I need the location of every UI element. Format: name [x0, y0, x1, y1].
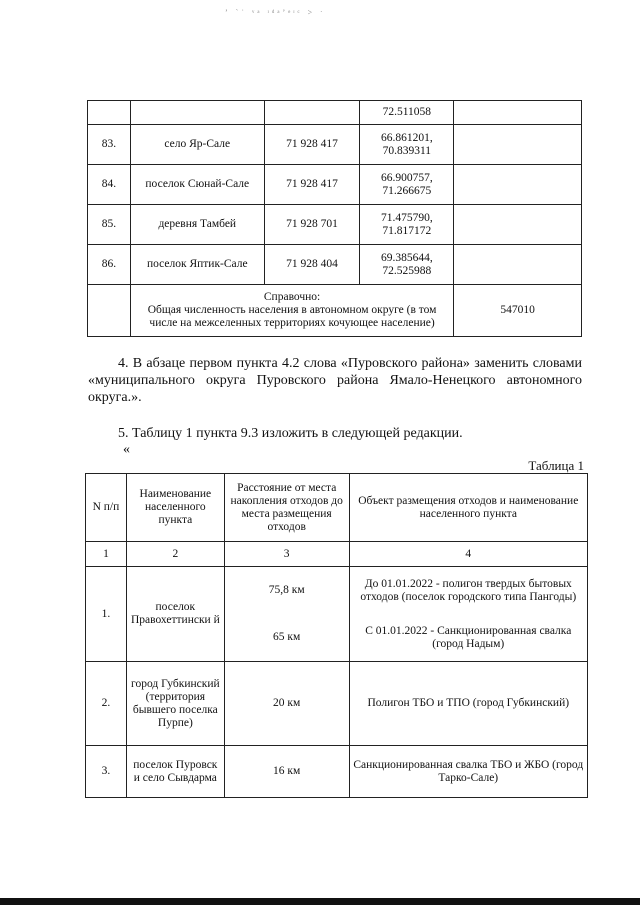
cell-oktmo [264, 101, 360, 125]
cell-coords: 71.475790, 71.817172 [360, 205, 454, 245]
row-name: город Губкинский (территория бывшего поселка Пурпе) [126, 662, 224, 746]
cell-name: поселок Сюнай-Сале [130, 165, 264, 205]
distance-b: 65 км [273, 631, 301, 643]
summary-value: 547010 [454, 285, 582, 337]
header-name: Наименование населенного пункта [126, 474, 224, 542]
col-number: 3 [224, 542, 349, 567]
cell-num: 83. [88, 125, 131, 165]
cell-num [88, 101, 131, 125]
summary-row [88, 285, 582, 337]
header-distance: Расстояние от места накопления отходов до места размещения отходов [224, 474, 349, 542]
cell-coords: 72.511058 [360, 101, 454, 125]
table-row [88, 101, 582, 125]
table-row [88, 205, 582, 245]
open-quote: « [123, 442, 130, 457]
cell-oktmo: 71 928 701 [264, 205, 360, 245]
col-number: 2 [126, 542, 224, 567]
cell-extra [454, 205, 582, 245]
object-b: С 01.01.2022 - Санкционированная свалка (город Надым) [365, 624, 572, 650]
header-object: Объект размещения отходов и наименование населенного пункта [349, 474, 587, 542]
paragraph-5: 5. Таблицу 1 пункта 9.3 изложить в следующей редакции. [118, 426, 463, 441]
cell-coords: 66.900757, 71.266675 [360, 165, 454, 205]
cell-oktmo: 71 928 417 [264, 165, 360, 205]
summary-label: Справочно: Общая численность населения в автономном округе (в том числе на межселенных территориях кочующее население) [130, 285, 453, 337]
object-a: До 01.01.2022 - полигон твердых бытовых отходов (поселок городского типа Пангоды) [360, 577, 577, 603]
row-object: Полигон ТБО и ТПО (город Губкинский) [349, 662, 587, 746]
col-numbers-row [86, 542, 588, 567]
header-row [86, 474, 588, 542]
scan-bottom-edge [0, 898, 640, 905]
row-distance: 20 км [224, 662, 349, 746]
cell-extra [454, 101, 582, 125]
cell-coords: 69.385644, 72.525988 [360, 245, 454, 285]
row-name: поселок Правохеттински й [126, 567, 224, 662]
col-number: 4 [349, 542, 587, 567]
table-row [86, 662, 588, 746]
col-number: 1 [86, 542, 127, 567]
cell-name: деревня Тамбей [130, 205, 264, 245]
distance-a: 75,8 км [268, 584, 305, 596]
row-num: 3. [86, 746, 127, 798]
cell-extra [454, 125, 582, 165]
waste-table [85, 473, 588, 798]
cell-oktmo: 71 928 404 [264, 245, 360, 285]
cell-num: 84. [88, 165, 131, 205]
cell-oktmo: 71 928 417 [264, 125, 360, 165]
paragraph-4: 4. В абзаце первом пункта 4.2 слова «Пуровского района» заменить словами «муниципального округа Пуровского района Ямало-Ненецкого автономного округа.». [88, 356, 582, 405]
cell-coords: 66.861201, 70.839311 [360, 125, 454, 165]
table-row [88, 245, 582, 285]
header-num: N п/п [86, 474, 127, 542]
cell-num: 85. [88, 205, 131, 245]
cell-name [130, 101, 264, 125]
row-num: 2. [86, 662, 127, 746]
scan-artifact: ʼ ˋ˙ ᵛᵃ ᶦᵈᵃʼᵉᶦᶜ ˃ ˑ [225, 8, 326, 17]
cell-name: поселок Яптик-Сале [130, 245, 264, 285]
table-row [88, 125, 582, 165]
table-row [88, 165, 582, 205]
settlements-table [87, 100, 582, 337]
table-row [86, 746, 588, 798]
row-distance [224, 567, 349, 662]
cell-extra [454, 245, 582, 285]
row-object: Санкционированная свалка ТБО и ЖБО (город Тарко-Сале) [349, 746, 587, 798]
row-name: поселок Пуровск и село Сывдарма [126, 746, 224, 798]
cell-extra [454, 165, 582, 205]
cell-name: село Яр-Сале [130, 125, 264, 165]
cell-num: 86. [88, 245, 131, 285]
row-distance: 16 км [224, 746, 349, 798]
row-num: 1. [86, 567, 127, 662]
row-object [349, 567, 587, 662]
table-row [86, 567, 588, 662]
table-caption: Таблица 1 [528, 458, 584, 473]
